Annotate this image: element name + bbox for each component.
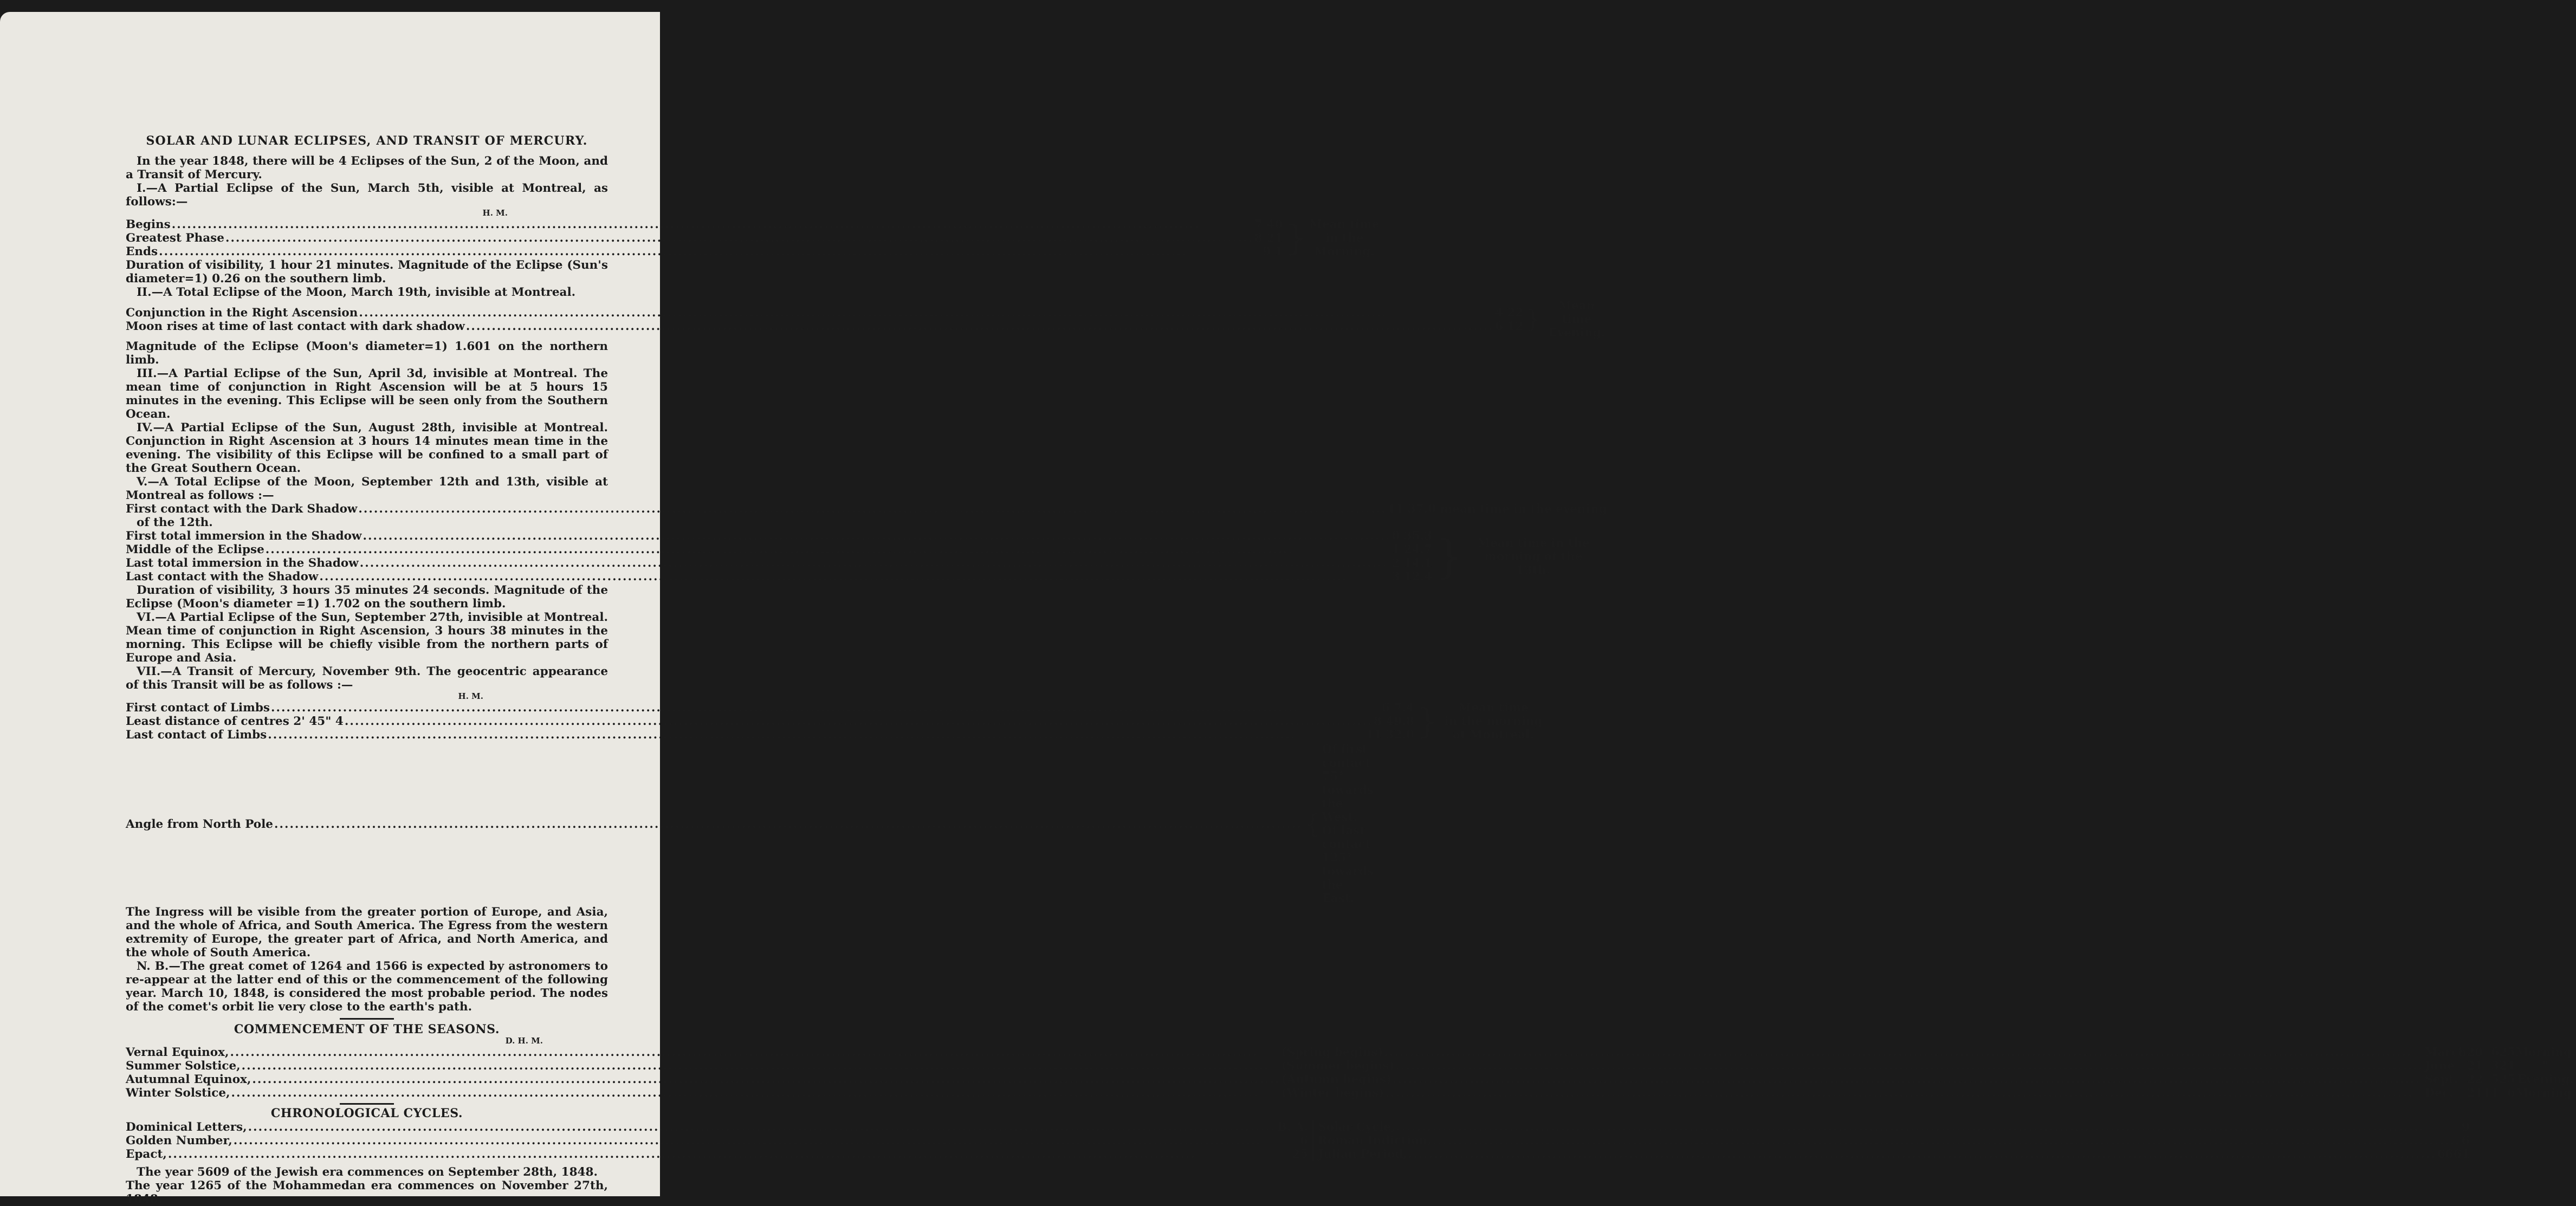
- table-row: Golden Number, ..... 6 Roman Indiction, ..... 6: [126, 1134, 2470, 1147]
- angle-last-contact: Of last contact 125° towards the East.: [1322, 824, 1374, 905]
- first-contact-continued: of the 12th.: [137, 516, 213, 529]
- brace-note: Mean time in the Morning.: [1309, 218, 1380, 258]
- table-row: Winter Solstice, ..... (Winter begins) ..... Dec. 21 11 6 Morning.: [126, 1086, 2576, 1100]
- page: [0, 12, 2576, 1206]
- brace-icon: }: [1416, 701, 1439, 742]
- cycles-heading: CHRONOLOGICAL CYCLES.: [270, 1106, 463, 1120]
- hm-header: H. M.: [458, 691, 483, 701]
- brace-icon: }: [1525, 305, 1541, 333]
- eclipse-4-paragraph: IV.—A Partial Eclipse of the Sun, August 28th, invisible at Montreal. Conjunction in Right Ascension at 3 hours 14 minutes mean time in the evening. The visibility of this Eclipse will be confined to a small part of the Great Southern Ocean.: [126, 421, 608, 475]
- eclipse-6-paragraph: VI.—A Partial Eclipse of the Sun, September 27th, invisible at Montreal. Mean time of conjunction in Right Ascension, 3 hours 38 minutes in the morning. This Eclipse will be chiefly visible from the northern parts of Europe and Asia.: [126, 611, 608, 665]
- table-row: Dominical Letters, ..... B. A. Solar Cycle, ..... 9: [126, 1120, 2470, 1134]
- table-row: Epact, ..... 25 Julian Period, ..... 6661: [126, 1147, 2470, 1161]
- transit-heading: VII.—A Transit of Mercury, November 9th. The geocentric appearance of this Transit will be as follows :—: [126, 665, 608, 692]
- page-title: SOLAR AND LUNAR ECLIPSES, AND TRANSIT OF MERCURY.: [146, 134, 588, 148]
- eclipse-1-duration: Duration of visibility, 1 hour 21 minutes. Magnitude of the Eclipse (Sun's diameter=1) 0.26 on the southern limb.: [126, 258, 608, 286]
- hm-header: H. M.: [482, 208, 508, 218]
- jewish-era: The year 5609 of the Jewish era commences on September 28th, 1848.: [137, 1165, 598, 1179]
- seasons-table: [126, 1046, 2576, 1100]
- cycles-table: [126, 1120, 2470, 1161]
- timing-row: Last total immersion in the Shadow ..... 2 14.1: [126, 556, 1432, 570]
- transit-visibility: The Ingress will be visible from the greater portion of Europe, and Asia, and the whole of Africa, and South America. The Egress from the western extremity of Europe, the greater part of Africa, and North America, and the whole of South America.: [126, 905, 608, 959]
- timing-row: Conjunction in the Right Ascension ..... 4 22: [126, 306, 1523, 320]
- timing-row: Last contact with the Shadow ..... 3 12.4: [126, 570, 1432, 583]
- transit-times: [126, 701, 1543, 742]
- brace-note: Mean time Evening.: [1548, 299, 1606, 340]
- timing-row: First total immersion in the Shadow ..... 0 35.3: [126, 529, 1432, 543]
- first-contact-row: First contact with the Dark Shadow ..... 11 37.0 mean time in the evening: [126, 502, 608, 516]
- table-row: Summer Solstice, ..... (Summer begins) ..... June 21 3 21 ": [126, 1059, 2576, 1073]
- eclipse-5-heading: V.—A Total Eclipse of the Moon, September 12th and 13th, visible at Montreal as follows :—: [126, 475, 608, 502]
- timing-row: Least distance of centres 2' 45" 4 ..... 8 49.8: [126, 715, 1414, 728]
- eclipse-2-times: [126, 299, 1606, 340]
- mohammedan-era: The year 1265 of the Mohammedan era commences on November 27th, 1848.: [126, 1179, 608, 1206]
- angle-first-contact: Of first contact 75° towards the West.: [1322, 743, 1374, 824]
- timing-row: Moon rises at time of last contact with dark shadow ..... 6 12: [126, 320, 1523, 333]
- timing-row: First contact of Limbs ..... 6 7.4: [126, 701, 1414, 715]
- timing-row: Greatest Phase ..... 8 21: [126, 231, 1283, 245]
- eclipse-5-duration: Duration of visibility, 3 hours 35 minutes 24 seconds. Magnitude of the Eclipse (Moon's diameter =1) 1.702 on the southern limb.: [126, 583, 608, 611]
- comet-note: N. B.—The great comet of 1264 and 1566 is expected by astronomers to re-appear at the latter end of this or the commencement of the following year. March 10, 1848, is considered the most probable period. The nodes of the comet's orbit lie very close to the earth's path.: [126, 959, 608, 1014]
- divider: [340, 1018, 394, 1020]
- timing-row: Begins ..... 7 40: [126, 218, 1283, 231]
- eclipse-2-heading: II.—A Total Eclipse of the Moon, March 19th, invisible at Montreal.: [137, 286, 576, 299]
- brace-note: Mean time in the morning of the 13th.: [1477, 536, 1590, 577]
- seasons-heading: COMMENCEMENT OF THE SEASONS.: [234, 1022, 500, 1036]
- timing-row: Middle of the Eclipse ..... 1 24.7: [126, 543, 1432, 556]
- dhm-header: D. H. M.: [505, 1036, 543, 1046]
- eclipse-3-paragraph: III.—A Partial Eclipse of the Sun, April 3d, invisible at Montreal. The mean time of conjunction in Right Ascension will be at 5 hours 15 minutes in the evening. This Eclipse will be seen only from the Southern Ocean.: [126, 367, 608, 421]
- divider: [340, 1103, 394, 1105]
- brace-note: Mean time in the morning at Montreal.: [1444, 701, 1543, 742]
- eclipse-1-times: [126, 218, 1380, 258]
- timing-row: Last contact of Limbs ..... 11 32.0: [126, 728, 1414, 742]
- brace-icon: {: [1304, 809, 1321, 839]
- table-row: Autumnal Equinox, ..... (Autumn begins) ..... Sept. 22 5 25 Evening.: [126, 1073, 2576, 1086]
- table-row: Vernal Equinox, ..... (Spring begins) ..... March 20 6 25 Morning.: [126, 1046, 2576, 1059]
- brace-icon: }: [1285, 218, 1308, 258]
- intro-paragraph: In the year 1848, there will be 4 Eclipses of the Sun, 2 of the Moon, and a Transit of Mercury.: [126, 154, 608, 181]
- content: [126, 134, 2576, 1206]
- brace-icon: }: [1434, 530, 1464, 583]
- timing-row: Ends ..... 9 1: [126, 245, 1283, 258]
- eclipse-2-magnitude: Magnitude of the Eclipse (Moon's diameter=1) 1.601 on the northern limb.: [126, 340, 608, 367]
- angle-row: Angle from North Pole ..... { Of first contact 75° towards the West. Of last contact 125° towards the East.: [126, 743, 608, 905]
- eclipse-1-heading: I.—A Partial Eclipse of the Sun, March 5th, visible at Montreal, as follows:—: [126, 181, 608, 209]
- eclipse-5-times: [126, 529, 1590, 583]
